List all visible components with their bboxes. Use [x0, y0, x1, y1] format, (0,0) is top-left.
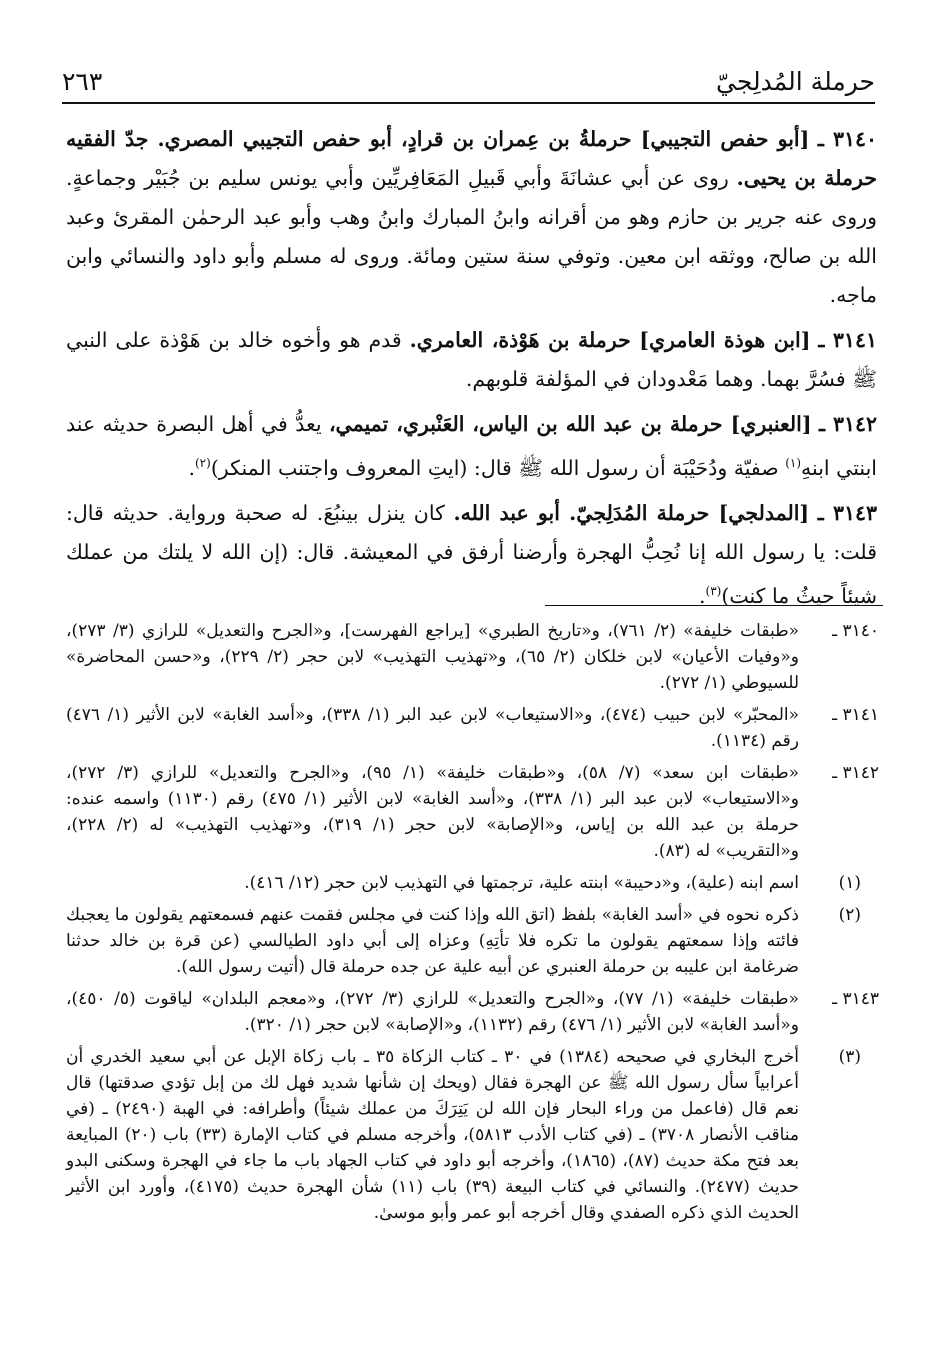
footnote-ref: (٢) — [194, 456, 211, 470]
entry-3142 — [66, 405, 877, 488]
entry-body: كان ينزل بينبُعَ. له صحبة ورواية. حديثه قال: قلت: يا رسول الله إنا نُحِبُّ الهجرة وأرضنا أرفق في المعيشة. قال: (إن الله لا يلتك من عملك شيئاً حيثُ ما كنت) — [66, 500, 877, 608]
footnote — [66, 902, 879, 980]
entry-3141 — [66, 321, 877, 399]
footnote-ref: (٣) — [705, 583, 722, 598]
footnote-label: (٢) — [838, 905, 861, 925]
running-title: حرملة المُدلِجيّ — [716, 67, 875, 96]
entry-heading: [ابن هوذة العامري] حرملة بن هَوْذة، العامري. — [409, 328, 811, 352]
footnote-text: «طبقات خليفة» (١/ ٧٧)، و«الجرح والتعديل» للرازي (٣/ ٢٧٢)، و«معجم البلدان» لياقوت (٥/ ٤٥٠)، و«أسد الغابة» لابن الأثير (١/ ٤٧٦) رقم (١١٣٢)، و«الإصابة» لابن حجر (١/ ٣٢٠). — [66, 989, 799, 1035]
entry-number: ٣١٤٢ ـ — [818, 412, 877, 436]
footnote-text: أخرج البخاري في صحيحه (١٣٨٤) في ٣٠ ـ كتاب الزكاة ٣٥ ـ باب زكاة الإبل عن أبي سعيد الخدري أن أعرابياً سأل رسول الله ﷺ عن الهجرة فقال (ويحك إن شأنها شديد فهل لك من إبل تؤدي صدقتها) قال نعم قال (فاعمل من وراء البحار فإن الله لن يَتِرَكَ من عملك شيئاً) وأطرافه: في الهبة (٢٤٩٠) ـ (في مناقب الأنصار ٣٧٠٨) ـ (في كتاب الأدب ٥٨١٣)، وأخرجه مسلم في كتاب الإمارة (٣٣) باب (٢٠) المبايعة بعد فتح مكة حديث (٨٧)، (١٨٦٥)، وأخرجه أبو داود في كتاب الجهاد باب ما جاء في الهجرة وسكنى البدو حديث (٢٤٧٧). والنسائي في كتاب البيعة (٣٩) باب (١١) شأن الهجرة حديث (٤١٧٥)، وأورد ابن الأثير الحديث الذي ذكره الصفدي وقال أخرجه أبو عمر وأبو موسىٰ. — [66, 1047, 799, 1223]
footnote-text: اسم ابنه (علية)، و«دحيبة» ابنته علية، ترجمتها في التهذيب لابن حجر (١٢/ ٤١٦). — [244, 873, 799, 893]
entry-body: روى عن أبي عشانَةَ وأبي قَبيلِ المَعَافِريِّين وأبي يونس سليم بن جُبَيْر وجماعةٍ. وروى عنه جرير بن حازم وهو من أقرانه وابنُ المبارك وابنُ وهب وأبو عبد الرحمٰن المقرئ وعبد الله بن صالح، ووثقه ابن معين. وتوفي سنة ستين ومائة. وروى له مسلم وأبو داود والنسائي وابن ماجه. — [66, 166, 877, 307]
footnote-text: «طبقات خليفة» (٢/ ٧٦١)، و«تاريخ الطبري» [يراجع الفهرست]، و«الجرح والتعديل» للرازي (٣/ ٢٧٣)، و«وفيات الأعيان» لابن خلكان (٢/ ٦٥)، و«تهذيب التهذيب» لابن حجر (٢/ ٢٢٩)، و«حسن المحاضرة» للسيوطي (١/ ٢٧٢). — [66, 621, 800, 693]
footnote-label: ٣١٤٣ ـ — [832, 989, 879, 1009]
entry-body: . — [699, 583, 706, 608]
footnotes — [66, 618, 879, 1232]
entry-body: . — [188, 455, 195, 480]
footnote-text: ذكره نحوه في «أسد الغابة» بلفظ (اتق الله وإذا كنت في مجلس فقمت عنهم فسمعتهم يقولون ما يعجبك فائته وإذا سمعتهم يقولون ما تكره فلا تأتِهِ) وعزاه إلى أبي داود الطيالسي (عن قرة بن خالد حدثنا ضرغامة ابن عليبه بن حرملة العنبري عن أبيه علية عن جده حرملة قال (أتيت رسول الله). — [66, 905, 799, 977]
footnote-label: (٣) — [838, 1047, 861, 1067]
footnote-label: ٣١٤١ ـ — [832, 705, 879, 725]
footnote — [66, 1044, 879, 1226]
entry-body: صفيّة ودُحَيْبَة أن رسول الله ﷺ قال: (ايتِ المعروف واجتنب المنكر) — [210, 455, 786, 480]
footnote-ref: (١) — [785, 456, 802, 470]
footnote — [66, 702, 879, 754]
footnote — [66, 618, 879, 696]
entry-number: ٣١٤٠ ـ — [817, 127, 877, 151]
footnote-separator — [545, 605, 883, 606]
entry-body: قدم هو وأخوه خالد بن هَوْذة على النبي ﷺ فسُرَّ بهما. وهما مَعْدودان في المؤلفة قلوبهم. — [66, 328, 877, 391]
entry-3140 — [66, 120, 877, 315]
footnote-label: ٣١٤٢ ـ — [832, 763, 879, 783]
footnote — [66, 870, 879, 896]
footnote-text: «طبقات ابن سعد» (٧/ ٥٨)، و«طبقات خليفة» (١/ ٩٥)، و«الجرح والتعديل» للرازي (٣/ ٢٧٢)، و«الاستيعاب» لابن عبد البر (١/ ٣٣٨)، و«أسد الغابة» لابن الأثير (١/ ٤٧٥) رقم (١١٣٠) واسمه عنده: حرملة بن عبد الله بن إياس، و«الإصابة» لابن حجر (١/ ٣١٩)، و«تهذيب التهذيب» له (٢/ ٢٢٨)، و«التقريب» له (٨٣). — [66, 763, 800, 861]
footnote-label: (١) — [838, 873, 861, 893]
footnote-label: ٣١٤٠ ـ — [832, 621, 879, 641]
entry-number: ٣١٤٣ ـ — [817, 500, 877, 525]
entry-heading: [العنبري] حرملة بن عبد الله بن الياس، العَنْبري، تميمي، — [328, 412, 812, 436]
entry-heading: [المدلجي] حرملة المُدَلِجيّ. أبو عبد الله. — [453, 500, 810, 525]
entry-heading: [أبو حفص التجيبي] حرملةُ بن عِمران بن قرادٍ، أبو حفص التجيبي المصري. جدّ الفقيه حرملة بن يحيى. — [66, 127, 877, 190]
footnote — [66, 760, 879, 864]
entry-3143 — [66, 494, 877, 616]
page-header — [62, 52, 875, 104]
footnote-text: «المحبّر» لابن حبيب (٤٧٤)، و«الاستيعاب» لابن عبد البر (١/ ٣٣٨)، و«أسد الغابة» لابن الأثير (١/ ٤٧٦) رقم (١١٣٤). — [66, 705, 799, 751]
entry-number: ٣١٤١ ـ — [818, 328, 877, 352]
footnote — [66, 986, 879, 1038]
main-text — [66, 120, 877, 616]
page-number: ٢٦٣ — [62, 67, 103, 96]
entry-body: يعدُّ في أهل البصرة حديثه عند ابنتي ابنهِ — [66, 412, 877, 480]
